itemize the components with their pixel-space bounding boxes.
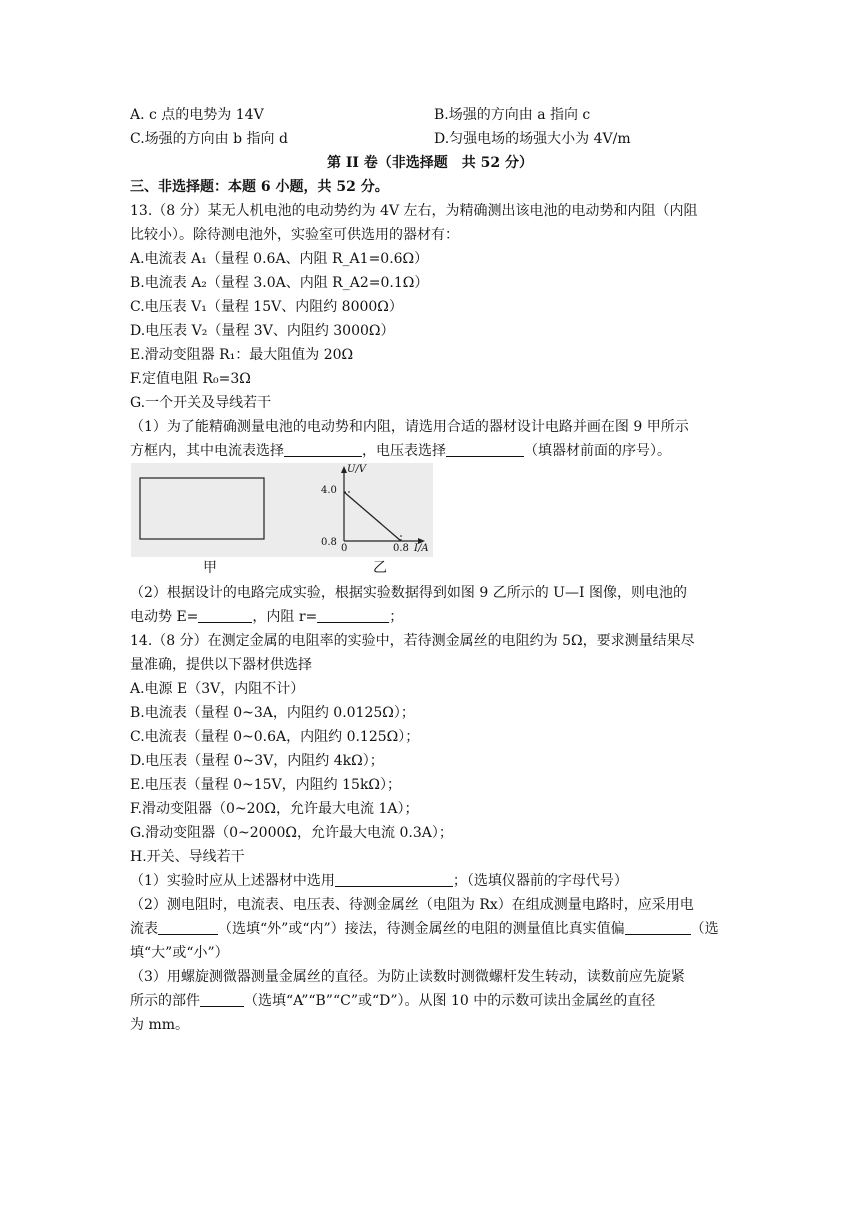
q14-stem-line2: 量准确，提供以下器材供选择 (130, 657, 312, 673)
q14-item-h: H.开关、导线若干 (130, 849, 245, 865)
q13-item-b: B.电流表 A₂（量程 3.0A、内阻 R_A2=0.1Ω） (130, 275, 429, 291)
q13-item-g: G.一个开关及导线若干 (130, 395, 272, 411)
q14-item-a: A.电源 E（3V，内阻不计） (130, 681, 305, 697)
section-title: 第 II 卷（非选择题 共 52 分） (326, 155, 534, 171)
q14-item-e: E.电压表（量程 0~15V，内阻约 15kΩ）； (130, 777, 402, 793)
q14-part2-line2 (130, 917, 719, 941)
figure-label-jia: 甲 (203, 560, 217, 576)
measurement-bias-blank[interactable] (625, 918, 691, 935)
circuit-box-frame (140, 478, 264, 539)
q13-part2-text-a: 电动势 E= (130, 609, 199, 625)
graph-y-tick-bottom: 0.8 (321, 537, 337, 548)
graph-y-axis-label: U/V (347, 464, 367, 475)
q14-part2-line3: 填“大”或“小”） (130, 945, 229, 961)
q13-voltmeter-blank[interactable] (446, 440, 524, 457)
section-subtitle: 三、非选择题：本题 6 小题，共 52 分。 (130, 179, 389, 195)
q13-current-meter-blank[interactable] (284, 440, 362, 457)
equipment-choice-blank[interactable] (335, 870, 453, 887)
q14-item-c: C.电流表（量程 0~0.6A，内阻约 0.125Ω）； (130, 729, 420, 745)
q13-stem-line2: 比较小）。除待测电池外，实验室可供选用的器材有： (130, 227, 459, 243)
q13-stem-line1: 13.（8 分）某无人机电池的电动势约为 4V 左右，为精确测出该电池的电动势和内阻（内阻 (130, 203, 698, 219)
q13-item-d: D.电压表 V₂（量程 3V、内阻约 3000Ω） (130, 323, 395, 339)
connection-method-blank[interactable] (158, 918, 218, 935)
figure-9-scan (131, 463, 433, 557)
q14-part2-line1: （2）测电阻时，电流表、电压表、待测金属丝（电阻为 Rx）在组成测量电路时，应采用电 (130, 897, 694, 913)
figure-9-drawing (131, 463, 433, 557)
q13-item-f: F.定值电阻 R₀=3Ω (130, 371, 251, 387)
q13-part1-line2 (130, 439, 671, 463)
q14-stem-line1: 14.（8 分）在测定金属的电阻率的实验中，若待测金属丝的电阻约为 5Ω，要求测量结果尽 (130, 633, 695, 649)
q14-part3-text-b: （选填“A”“B”“C”或“D”）。从图 10 中的示数可读出金属丝的直径 (244, 993, 656, 1009)
q14-item-b: B.电流表（量程 0~3A，内阻约 0.0125Ω）； (130, 705, 415, 721)
graph-y-tick-top: 4.0 (321, 485, 337, 496)
q14-item-f: F.滑动变阻器（0~20Ω，允许最大电流 1A）； (130, 801, 419, 817)
graph-x-axis-label: I/A (414, 543, 429, 554)
q14-part2-text-c: （选 (690, 921, 719, 937)
q14-part2-text-a: 流表 (130, 921, 158, 937)
q13-part1-text-a: 方框内，其中电流表选择 (130, 443, 284, 459)
q12-option-b: B.场强的方向由 a 指向 c (434, 107, 591, 123)
graph-origin-label: 0 (341, 543, 348, 554)
q14-part3-line2 (130, 989, 655, 1013)
q14-part1-text-a: （1）实验时应从上述器材中选用 (130, 873, 335, 889)
internal-resistance-blank[interactable] (317, 606, 389, 623)
q13-part1-line1: （1）为了能精确测量电池的电动势和内阻，请选用合适的器材设计电路并画在图 9 甲所示 (130, 419, 689, 435)
figure-label-yi: 乙 (373, 560, 387, 576)
q13-item-e: E.滑动变阻器 R₁：最大阻值为 20Ω (130, 347, 354, 363)
q13-part1-text-b: ，电压表选择 (362, 443, 446, 459)
graph-ui-line (344, 492, 401, 541)
q14-item-g: G.滑动变阻器（0~2000Ω，允许最大电流 0.3A）； (130, 825, 453, 841)
q13-part2-line1: （2）根据设计的电路完成实验，根据实验数据得到如图 9 乙所示的 U—I 图像，则电池的 (130, 585, 687, 601)
q12-option-d: D.匀强电场的场强大小为 4V/m (434, 131, 631, 147)
q13-part2-text-b: ，内阻 r= (252, 609, 318, 625)
q12-option-a: A. c 点的电势为 14V (130, 107, 264, 123)
q14-part3-text-a: 所示的部件 (130, 993, 200, 1009)
q13-part1-text-c: （填器材前面的序号）。 (524, 443, 671, 459)
emf-blank[interactable] (198, 606, 252, 623)
micrometer-part-blank[interactable] (200, 990, 244, 1007)
q14-part1 (130, 869, 628, 893)
q14-item-d: D.电压表（量程 0~3V，内阻约 4kΩ）； (130, 753, 384, 769)
q12-option-c: C.场强的方向由 b 指向 d (130, 131, 288, 147)
q14-part3-line3: 为 mm。 (130, 1017, 190, 1033)
q14-part2-text-b: （选填“外”或“内”）接法，待测金属丝的电阻的测量值比真实值偏 (218, 921, 625, 937)
q14-part1-text-b: ；（选填仪器前的字母代号） (452, 873, 628, 889)
q13-item-c: C.电压表 V₁（量程 15V、内阻约 8000Ω） (130, 299, 403, 315)
q13-part2-line2 (130, 605, 403, 629)
q13-item-a: A.电流表 A₁（量程 0.6A、内阻 R_A1=0.6Ω） (130, 251, 429, 267)
q14-part3-line1: （3）用螺旋测微器测量金属丝的直径。为防止读数时测微螺杆发生转动，读数前应先旋紧 (130, 969, 685, 985)
graph-x-tick: 0.8 (393, 543, 409, 554)
q13-part2-text-c: ； (389, 609, 404, 625)
